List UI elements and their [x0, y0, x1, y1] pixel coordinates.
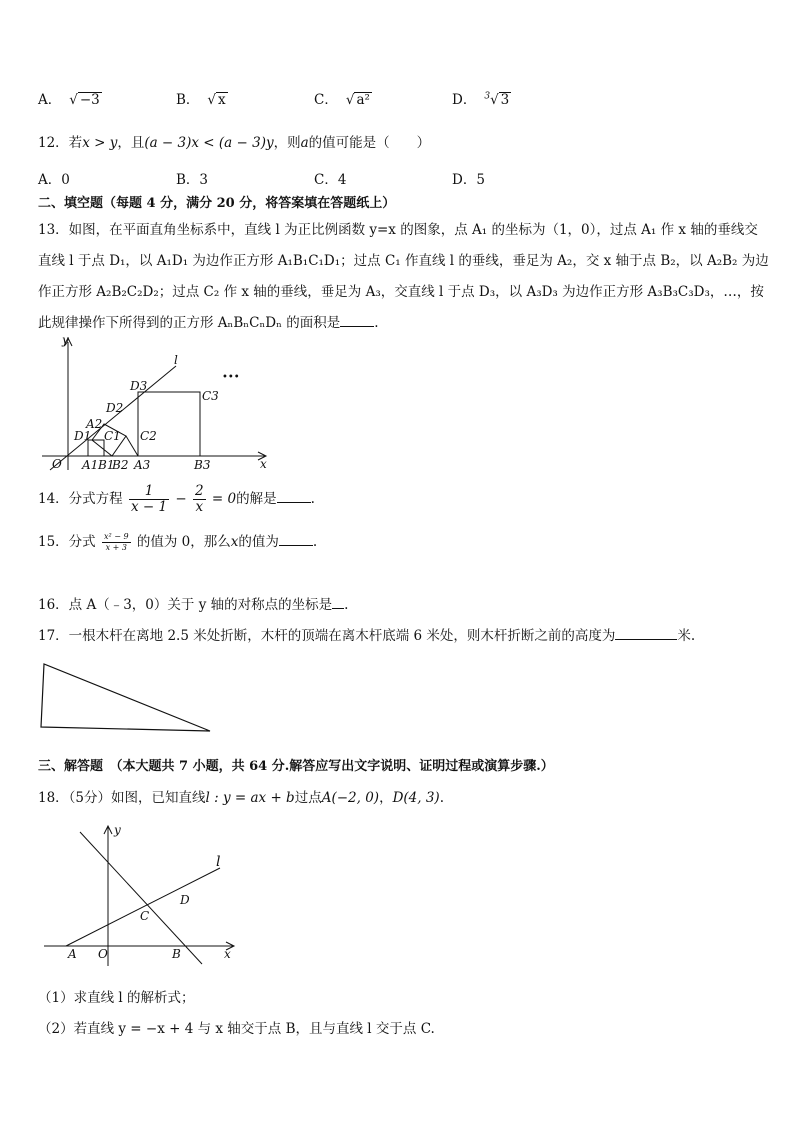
radicand-d: 3	[500, 92, 510, 108]
label-l: l	[174, 353, 178, 367]
answer-blank	[277, 490, 311, 503]
label-o: O	[98, 947, 108, 961]
label-a1: A1	[82, 458, 99, 472]
q12-option-b: B．3	[176, 172, 209, 188]
q13-line4: 此规律操作下所得到的正方形 AₙBₙCₙDₙ 的面积是 .	[38, 315, 379, 331]
q13-line2: 直线 l 于点 D₁，以 A₁D₁ 为边作正方形 A₁B₁C₁D₁；过点 C₁ 作直线 l 的垂线，垂足为 A₂，交 x 轴于点 B₂，以 A₂B₂ 为边	[38, 253, 769, 269]
q18-sub2: （2）若直线 y = −x + 4 与 x 轴交于点 B，且与直线 l 交于点 C.	[38, 1021, 435, 1037]
label-d: D	[180, 893, 190, 907]
q15-stem: 15．分式 $\frac{\text{x² − 9}}{x + 3}$ 的值为 0，那么x的值为 .	[38, 532, 318, 552]
label-c2: C2	[140, 429, 157, 443]
square-3	[138, 392, 200, 456]
fraction-q15: $\frac{\text{x² − 9}}{x + 3}$	[103, 532, 129, 552]
answer-blank	[615, 627, 677, 640]
q11-option-c: C． √ a²	[314, 92, 370, 108]
label-a2: A2	[86, 417, 103, 431]
triangle	[41, 664, 210, 731]
q13-line3: 作正方形 A₂B₂C₂D₂；过点 C₂ 作 x 轴的垂线，垂足为 A₃，交直线 l 于点 D₃，以 A₃D₃ 为边作正方形 A₃B₃C₃D₃，…，按	[38, 284, 764, 300]
q12-stem: 12．若x > y，且(a − 3)x < (a − 3)y，则a的值可能是（ ）	[38, 135, 431, 151]
answer-blank	[279, 533, 313, 546]
fraction-2: $\frac{2}{x}$	[195, 483, 204, 515]
radicand-a: −3	[79, 92, 100, 108]
label-y: y	[62, 333, 69, 347]
q13-line1: 13．如图，在平面直角坐标系中，直线 l 为正比例函数 y=x 的图象，点 A₁ 的坐标为（1，0），过点 A₁ 作 x 轴的垂线交	[38, 222, 758, 238]
label-x: x	[260, 457, 267, 471]
q11-option-d: D． $^3$√ 3	[452, 91, 510, 108]
q18-stem: 18．（5分）如图，已知直线l : y = ax + b过点A(−2, 0)，D(4, 3).	[38, 790, 444, 806]
q12-option-c: C．4	[314, 172, 347, 188]
label-d2: D2	[106, 401, 124, 415]
label-b1: B1	[98, 458, 115, 472]
label-a: A	[68, 947, 77, 961]
label-o: O	[52, 457, 62, 471]
label-l: l	[216, 854, 221, 870]
q12-option-a: A．0	[38, 172, 70, 188]
figure-q17	[38, 660, 218, 735]
label-b2: B2	[112, 458, 129, 472]
label-x: x	[224, 947, 231, 961]
q11-option-b: B． √ x	[176, 92, 226, 108]
radicand-b: x	[218, 92, 226, 108]
label-b3: B3	[194, 458, 211, 472]
line-l	[66, 868, 220, 946]
figure-q13	[36, 330, 286, 475]
radicand-c: a²	[356, 92, 370, 108]
label-c1: C1	[104, 429, 121, 443]
label-b: B	[172, 947, 181, 961]
q17-stem: 17．一根木杆在离地 2.5 米处折断，木杆的顶端在离木杆底端 6 米处，则木杆折断之前的高度为 米.	[38, 628, 696, 644]
section2-heading: 二、填空题（每题 4 分，满分 20 分，将答案填在答题纸上）	[38, 196, 396, 211]
q14-stem: 14．分式方程 $\frac{1}{x - 1}$ − $\frac{2}{x}$ = 0的解是 .	[38, 483, 315, 515]
label-d3: D3	[130, 379, 148, 393]
answer-blank	[332, 596, 344, 609]
label-c3: C3	[202, 389, 219, 403]
q11-option-a: A． √ −3	[38, 92, 100, 108]
figure-q18	[40, 820, 240, 970]
label-dots: •••	[222, 372, 240, 383]
label-y: y	[114, 823, 121, 837]
fraction-1: $\frac{1}{x - 1}$	[130, 483, 168, 515]
section3-heading: 三、解答题 （本大题共 7 小题，共 64 分.解答应写出文字说明、证明过程或演算步骤.）	[38, 759, 554, 774]
q18-sub1: （1）求直线 l 的解析式；	[38, 990, 195, 1006]
answer-blank	[340, 314, 374, 327]
label-d1: D1	[74, 429, 92, 443]
q16-stem: 16．点 A（﹣3，0）关于 y 轴的对称点的坐标是 .	[38, 597, 349, 613]
q12-option-d: D．5	[452, 172, 485, 188]
label-c: C	[140, 909, 150, 923]
label-a3: A3	[134, 458, 151, 472]
